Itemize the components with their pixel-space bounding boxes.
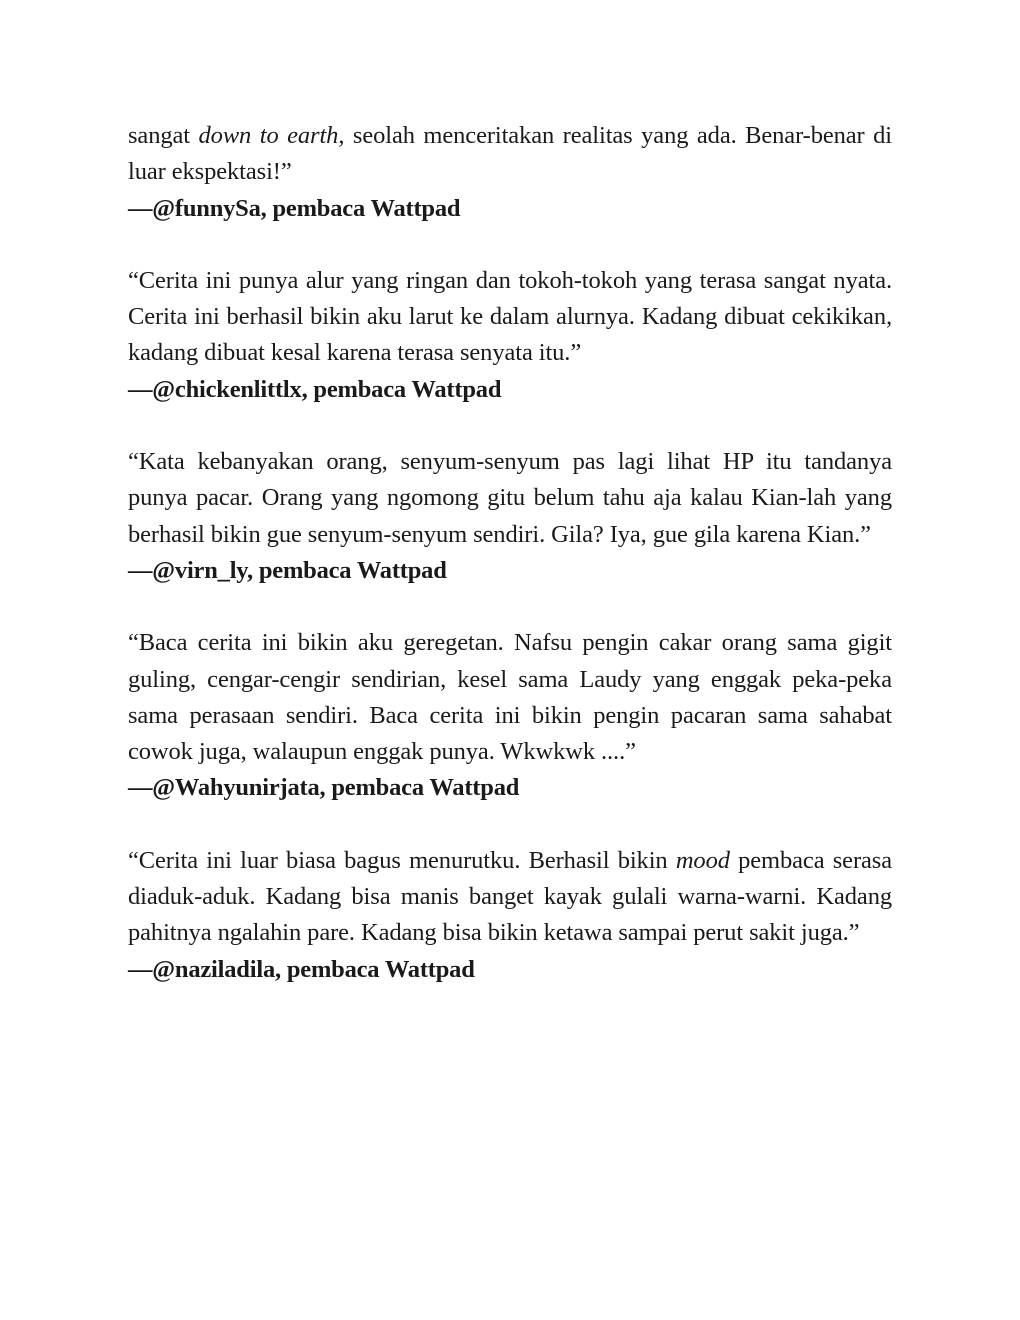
testimonial-quote: [128, 625, 892, 770]
testimonial: [128, 444, 892, 589]
page-body: [128, 118, 892, 1024]
quote-segment: , seolah menceritakan realitas yang ada. Benar-benar di luar ekspektasi!”: [128, 122, 892, 186]
quote-segment: “Cerita ini punya alur yang ringan dan tokoh-tokoh yang terasa sangat nyata. Cerita ini berhasil bikin aku larut ke dalam alurnya. Kadang dibuat cekikikan, kadang dibuat kesal karena terasa senyata itu.”: [128, 266, 892, 367]
quote-segment-italic: mood: [675, 846, 730, 874]
quote-segment: “Baca cerita ini bikin aku geregetan. Nafsu pengin cakar orang sama gigit guling, cengar-cengir sendirian, kesel sama Laudy yang enggak peka-peka sama perasaan sendiri. Baca cerita ini bikin pengin pacaran sama sahabat cowok juga, walaupun enggak punya. Wkwkwk ....”: [128, 629, 892, 766]
testimonial-attribution: —@virn_ly, pembaca Wattpad: [128, 556, 447, 584]
quote-segment-italic: down to earth: [198, 122, 339, 149]
testimonial-attribution: —@funnySa, pembaca Wattpad: [128, 194, 461, 222]
testimonial-attribution: —@chickenlittlx, pembaca Wattpad: [128, 375, 502, 403]
testimonial-quote: [128, 843, 892, 952]
quote-segment: pembaca serasa diaduk-aduk. Kadang bisa manis banget kayak gulali warna-warni. Kadang pahitnya ngalahin pare. Kadang bisa bikin ketawa sampai perut sakit juga.”: [128, 846, 892, 947]
testimonial: [128, 263, 892, 408]
quote-segment: “Cerita ini luar biasa bagus menurutku. Berhasil bikin: [128, 846, 676, 874]
testimonial-attribution: —@Wahyunirjata, pembaca Wattpad: [128, 774, 520, 802]
testimonial-quote: [128, 118, 892, 191]
testimonial: [128, 118, 892, 227]
testimonial: [128, 625, 892, 806]
testimonial: [128, 843, 892, 988]
testimonial-quote: [128, 263, 892, 372]
testimonial-attribution: —@naziladila, pembaca Wattpad: [128, 955, 475, 983]
quote-segment: sangat: [128, 122, 199, 149]
quote-segment: “Kata kebanyakan orang, senyum-senyum pas lagi lihat HP itu tandanya punya pacar. Orang yang ngomong gitu belum tahu aja kalau Kian-lah yang berhasil bikin gue senyum-senyum sendiri. Gila? Iya, gue gila karena Kian.”: [128, 448, 892, 548]
testimonial-quote: [128, 444, 892, 553]
